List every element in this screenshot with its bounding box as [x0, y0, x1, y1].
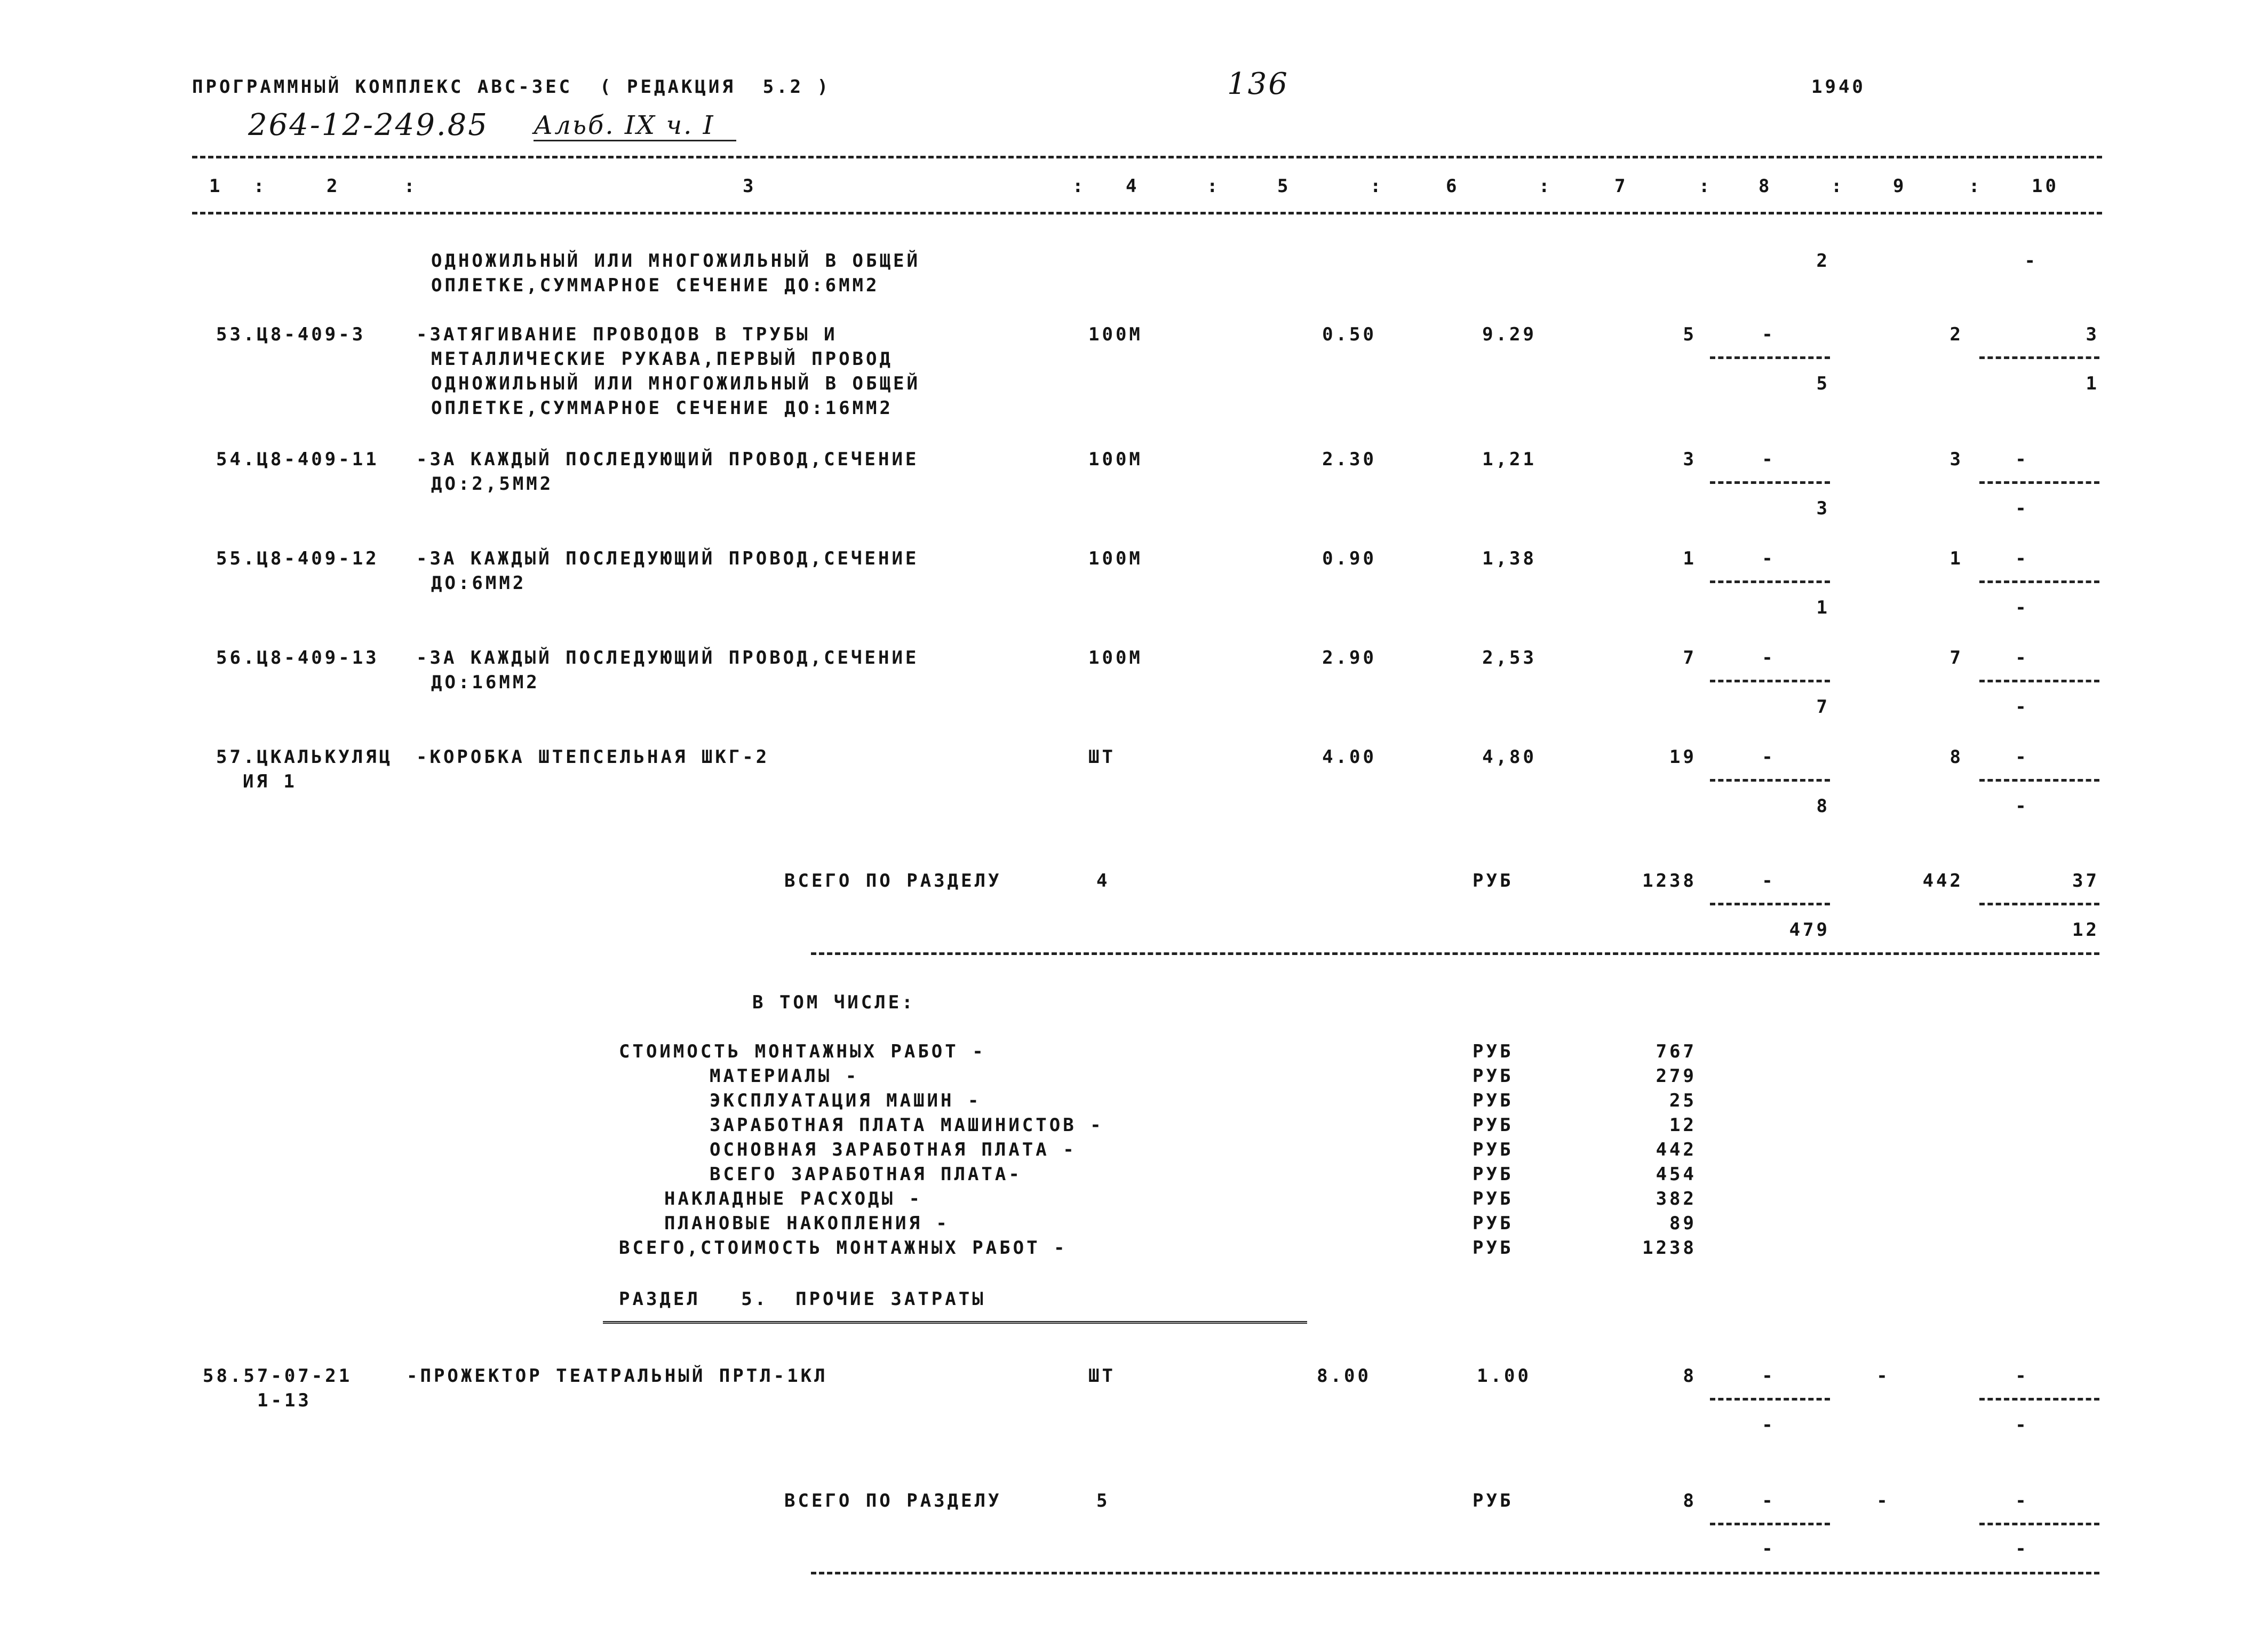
section-total-number: 4 [1096, 870, 1110, 892]
section-total-col10-bottom: 12 [2072, 919, 2099, 941]
row-col8-bottom: 1 [1816, 597, 1830, 618]
row-description-line: -ЗА КАЖДЫЙ ПОСЛЕДУЮЩИЙ ПРОВОД,СЕЧЕНИЕ [416, 548, 919, 569]
section-total-col10-top: - [2015, 1490, 2029, 1511]
row-col8-top: - [1762, 647, 1776, 669]
breakdown-label: МАТЕРИАЛЫ - [710, 1065, 860, 1087]
row-price: 4,80 [1482, 746, 1537, 768]
column-header-sep: : [1969, 176, 1983, 197]
column-header-10: 10 [2032, 176, 2059, 197]
header-rule-bottom [192, 212, 2102, 214]
column-header-3: 3 [743, 176, 757, 197]
row-col9: 2 [1949, 324, 1963, 345]
breakdown-value: 12 [1669, 1115, 1697, 1136]
row-description-line: ОДНОЖИЛЬНЫЙ ИЛИ МНОГОЖИЛЬНЫЙ В ОБЩЕЙ [431, 373, 920, 394]
breakdown-value: 442 [1656, 1139, 1697, 1160]
column-header-8: 8 [1758, 176, 1772, 197]
section-total-col8-bottom: - [1762, 1538, 1776, 1560]
row-col8-top: - [1762, 746, 1776, 768]
section-total-col10-divider [1979, 903, 2099, 905]
column-header-2: 2 [327, 176, 340, 197]
breakdown-currency: РУБ [1473, 1115, 1514, 1136]
row-price: 1.00 [1477, 1365, 1531, 1387]
section-heading: РАЗДЕЛ 5. ПРОЧИЕ ЗАТРАТЫ [619, 1288, 986, 1310]
row-col9: 8 [1949, 746, 1963, 768]
row-unit: 100М [1088, 449, 1143, 470]
breakdown-currency: РУБ [1473, 1237, 1514, 1259]
row-price: 9.29 [1482, 324, 1537, 345]
breakdown-label: СТОИМОСТЬ МОНТАЖНЫХ РАБОТ - [619, 1041, 986, 1062]
row-total: 7 [1683, 647, 1697, 669]
row-col10-bottom: 1 [2086, 373, 2099, 394]
row-col10-top: - [2015, 1365, 2029, 1387]
section-total-col10-divider [1979, 1523, 2099, 1525]
row-qty: 0.50 [1322, 324, 1376, 345]
breakdown-value: 382 [1656, 1188, 1697, 1210]
row-unit: ШТ [1088, 1365, 1116, 1387]
row-col10-divider [1979, 1398, 2099, 1401]
row-col8-divider [1710, 580, 1830, 583]
row-description-line: -КОРОБКА ШТЕПСЕЛЬНАЯ ШКГ-2 [416, 746, 770, 768]
row-total: 1 [1683, 548, 1697, 569]
row-description-line: ОПЛЕТКЕ,СУММАРНОЕ СЕЧЕНИЕ ДО:6ММ2 [431, 275, 880, 296]
row-col8-bottom: - [1762, 1414, 1776, 1436]
breakdown-currency: РУБ [1473, 1164, 1514, 1185]
row-col8-bottom: 7 [1816, 696, 1830, 718]
row-col8-bottom: 5 [1816, 373, 1830, 394]
section-total-currency: РУБ [1473, 870, 1514, 892]
row-qty: 2.30 [1322, 449, 1376, 470]
row-description-line: ОДНОЖИЛЬНЫЙ ИЛИ МНОГОЖИЛЬНЫЙ В ОБЩЕЙ [431, 250, 920, 272]
row-col8-top: - [1762, 548, 1776, 569]
row-description-line: ДО:16ММ2 [431, 672, 540, 693]
row-col10-bottom: - [2015, 498, 2029, 519]
section-total-col10-bottom: - [2015, 1538, 2029, 1560]
row-col10-top: 3 [2086, 324, 2099, 345]
row-col8-top: 2 [1816, 250, 1830, 272]
handwritten-note: Альб. IX ч. I [534, 110, 715, 140]
breakdown-value: 767 [1656, 1041, 1697, 1062]
breakdown-currency: РУБ [1473, 1139, 1514, 1160]
row-col8-divider [1710, 680, 1830, 682]
row-col10-divider [1979, 680, 2099, 682]
breakdown-title: В ТОМ ЧИСЛЕ: [752, 992, 916, 1013]
breakdown-currency: РУБ [1473, 1090, 1514, 1111]
column-header-6: 6 [1446, 176, 1460, 197]
row-col8-divider [1710, 1398, 1830, 1401]
breakdown-label: ЭКСПЛУАТАЦИЯ МАШИН - [710, 1090, 982, 1111]
section-total-label: ВСЕГО ПО РАЗДЕЛУ [784, 1490, 1002, 1511]
row-code: 58.57-07-21 [203, 1365, 353, 1387]
row-col10-bottom: - [2015, 597, 2029, 618]
breakdown-currency: РУБ [1473, 1188, 1514, 1210]
breakdown-value: 279 [1656, 1065, 1697, 1087]
row-col10-divider [1979, 356, 2099, 359]
column-header-sep: : [253, 176, 267, 197]
column-header-sep: : [1370, 176, 1384, 197]
section-total-col9: 442 [1922, 870, 1963, 892]
breakdown-label: НАКЛАДНЫЕ РАСХОДЫ - [664, 1188, 922, 1210]
row-code: 55.Ц8-409-12 [216, 548, 379, 569]
row-description-line: ДО:6ММ2 [431, 572, 527, 594]
section-total-col8-divider [1710, 1523, 1830, 1525]
row-col10-top: - [2015, 746, 2029, 768]
row-col8-bottom: 8 [1816, 795, 1830, 817]
section-total-value: 1238 [1642, 870, 1697, 892]
row-qty: 8.00 [1317, 1365, 1371, 1387]
breakdown-currency: РУБ [1473, 1041, 1514, 1062]
section-total-col8-bottom: 479 [1789, 919, 1830, 941]
row-total: 19 [1669, 746, 1697, 768]
row-col10-divider [1979, 580, 2099, 583]
row-description-line: МЕТАЛЛИЧЕСКИЕ РУКАВА,ПЕРВЫЙ ПРОВОД [431, 348, 893, 370]
section-total-rule [811, 952, 2099, 955]
row-price: 1,21 [1482, 449, 1537, 470]
breakdown-label: ОСНОВНАЯ ЗАРАБОТНАЯ ПЛАТА - [710, 1139, 1077, 1160]
row-code-continuation: 1-13 [257, 1390, 312, 1411]
row-qty: 2.90 [1322, 647, 1376, 669]
column-header-9: 9 [1893, 176, 1907, 197]
row-col10-top: - [2024, 250, 2038, 272]
row-description-line: ОПЛЕТКЕ,СУММАРНОЕ СЕЧЕНИЕ ДО:16ММ2 [431, 397, 893, 419]
handwritten-underline [534, 140, 736, 141]
row-col8-top: - [1762, 449, 1776, 470]
breakdown-value: 1238 [1642, 1237, 1697, 1259]
row-code: 53.Ц8-409-3 [216, 324, 366, 345]
column-header-1: 1 [209, 176, 223, 197]
breakdown-label: ВСЕГО ЗАРАБОТНАЯ ПЛАТА- [710, 1164, 1022, 1185]
row-col9: 1 [1949, 548, 1963, 569]
breakdown-label: ПЛАНОВЫЕ НАКОПЛЕНИЯ - [664, 1213, 950, 1234]
row-col9: 3 [1949, 449, 1963, 470]
row-description-line: ДО:2,5ММ2 [431, 473, 554, 495]
row-col8-bottom: 3 [1816, 498, 1830, 519]
row-unit: ШТ [1088, 746, 1116, 768]
section-total-rule [811, 1572, 2099, 1574]
section-total-col8-divider [1710, 903, 1830, 905]
section-heading-underline [603, 1321, 1307, 1326]
section-total-label: ВСЕГО ПО РАЗДЕЛУ [784, 870, 1002, 892]
row-col8-top: - [1762, 324, 1776, 345]
row-col9: - [1876, 1365, 1890, 1387]
row-col10-bottom: - [2015, 1414, 2029, 1436]
row-col8-divider [1710, 356, 1830, 359]
section-total-currency: РУБ [1473, 1490, 1514, 1511]
column-header-sep: : [1699, 176, 1713, 197]
row-col10-top: - [2015, 449, 2029, 470]
column-header-sep: : [404, 176, 418, 197]
breakdown-value: 25 [1669, 1090, 1697, 1111]
row-description-line: -ЗА КАЖДЫЙ ПОСЛЕДУЮЩИЙ ПРОВОД,СЕЧЕНИЕ [416, 449, 919, 470]
row-unit: 100М [1088, 324, 1143, 345]
row-col10-divider [1979, 779, 2099, 782]
breakdown-value: 89 [1669, 1213, 1697, 1234]
row-unit: 100М [1088, 647, 1143, 669]
column-header-7: 7 [1614, 176, 1628, 197]
section-total-value: 8 [1683, 1490, 1697, 1511]
row-col10-bottom: - [2015, 795, 2029, 817]
section-total-number: 5 [1096, 1490, 1110, 1511]
section-total-col10-top: 37 [2072, 870, 2099, 892]
section-total-col8-top: - [1762, 870, 1776, 892]
column-header-sep: : [1539, 176, 1553, 197]
column-header-sep: : [1207, 176, 1221, 197]
row-total: 3 [1683, 449, 1697, 470]
row-col9: 7 [1949, 647, 1963, 669]
row-col8-top: - [1762, 1365, 1776, 1387]
row-code: 57.ЦКАЛЬКУЛЯЦ [216, 746, 393, 768]
year: 1940 [1811, 76, 1866, 98]
column-header-4: 4 [1126, 176, 1140, 197]
row-qty: 0.90 [1322, 548, 1376, 569]
section-total-col8-top: - [1762, 1490, 1776, 1511]
row-col10-divider [1979, 481, 2099, 484]
column-header-sep: : [1072, 176, 1086, 197]
breakdown-label: ВСЕГО,СТОИМОСТЬ МОНТАЖНЫХ РАБОТ - [619, 1237, 1068, 1259]
column-header-5: 5 [1277, 176, 1291, 197]
row-col10-top: - [2015, 647, 2029, 669]
breakdown-currency: РУБ [1473, 1213, 1514, 1234]
handwritten-code: 264-12-249.85 [248, 108, 489, 142]
breakdown-value: 454 [1656, 1164, 1697, 1185]
row-description-line: -ЗА КАЖДЫЙ ПОСЛЕДУЮЩИЙ ПРОВОД,СЕЧЕНИЕ [416, 647, 919, 669]
header-rule-top [192, 156, 2102, 158]
row-col10-top: - [2015, 548, 2029, 569]
row-price: 2,53 [1482, 647, 1537, 669]
row-qty: 4.00 [1322, 746, 1376, 768]
row-total: 8 [1683, 1365, 1697, 1387]
breakdown-label: ЗАРАБОТНАЯ ПЛАТА МАШИНИСТОВ - [710, 1115, 1104, 1136]
row-description-line: -ПРОЖЕКТОР ТЕАТРАЛЬНЫЙ ПРТЛ-1КЛ [407, 1365, 828, 1387]
row-description-line: -ЗАТЯГИВАНИЕ ПРОВОДОВ В ТРУБЫ И [416, 324, 838, 345]
row-col10-bottom: - [2015, 696, 2029, 718]
program-title: ПРОГРАММНЫЙ КОМПЛЕКС АВС-ЗЕС ( РЕДАКЦИЯ 5.2 ) [192, 76, 831, 98]
row-code: 56.Ц8-409-13 [216, 647, 379, 669]
breakdown-currency: РУБ [1473, 1065, 1514, 1087]
row-code-continuation: ИЯ 1 [243, 771, 297, 792]
row-price: 1,38 [1482, 548, 1537, 569]
row-code: 54.Ц8-409-11 [216, 449, 379, 470]
section-total-col9: - [1876, 1490, 1890, 1511]
column-header-sep: : [1831, 176, 1845, 197]
page-number: 136 [1227, 67, 1289, 101]
row-unit: 100М [1088, 548, 1143, 569]
row-col8-divider [1710, 481, 1830, 484]
row-total: 5 [1683, 324, 1697, 345]
row-col8-divider [1710, 779, 1830, 782]
